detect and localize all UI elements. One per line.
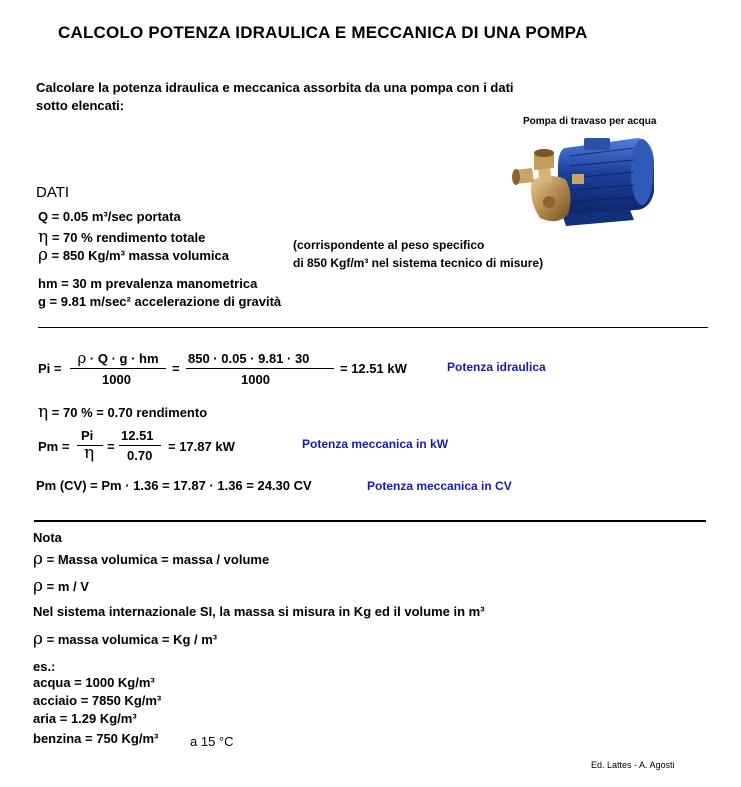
eta-line-text: = 70 % = 0.70 rendimento [48,405,208,420]
temperature-note: a 15 °C [190,734,234,749]
pm-denominator-symbolic: η [84,443,95,463]
divider-1 [38,327,708,328]
page-title: CALCOLO POTENZA IDRAULICA E MECCANICA DI UNA POMPA [58,23,588,42]
pump-image [510,130,660,230]
pump-caption: Pompa di travaso per acqua [523,116,657,127]
pm-numerator-numeric: 12.51 [121,428,154,443]
dati-rho [38,245,229,265]
nota-line-4: ρ = massa volumica = Kg / m³ [33,629,218,649]
pi-label: Pi = [38,361,62,376]
pm-description: Potenza meccanica in kW [302,437,449,451]
footer-credit: Ed. Lattes - A. Agosti [591,760,675,770]
example-aria: aria = 1.29 Kg/m³ [33,711,137,726]
dati-note-line-1: (corrispondente al peso specifico [293,238,485,252]
nota-es: es.: [33,659,56,674]
pm-numerator-symbolic: Pi [81,428,94,443]
divider-2 [34,520,706,522]
pmcv-description: Potenza meccanica in CV [367,479,512,493]
rho-symbol: ρ [33,629,43,649]
dati-rho-text: = 850 Kg/m³ massa volumica [48,248,230,263]
pi-denominator-numeric: 1000 [241,372,270,387]
dati-q: Q = 0.05 m³/sec portata [38,209,181,224]
equals-2: = [107,439,115,454]
dati-eta-text: = 70 % rendimento totale [51,230,206,245]
pi-fraction-bar-2 [186,368,334,369]
dati-eta [38,227,205,247]
pi-numerator-numeric: 850 · 0.05 · 9.81 · 30 [188,351,310,366]
example-benzina: benzina = 750 Kg/m³ [33,731,159,746]
pi-result: = 12.51 kW [340,361,407,376]
pi-denominator-symbolic: 1000 [102,372,131,387]
nota-line-1: ρ = Massa volumica = massa / volume [33,549,270,569]
example-acciaio: acciaio = 7850 Kg/m³ [33,693,162,708]
dati-note-line-2: di 850 Kgf/m³ nel sistema tecnico di misure) [293,256,544,270]
intro-line-2: sotto elencati: [36,98,125,113]
equals-1: = [172,361,180,376]
pi-fraction-bar-1 [70,368,166,369]
nota-heading: Nota [33,530,62,545]
eta-symbol: η [38,227,49,247]
eta-symbol: η [38,402,49,422]
intro-line-1: Calcolare la potenza idraulica e meccanica assorbita da una pompa con i dati [36,80,514,95]
pm-denominator-numeric: 0.70 [127,448,153,463]
dati-hm: hm = 30 m prevalenza manometrica [38,276,258,291]
rho-symbol: ρ [33,549,43,569]
pm-fraction-bar-2 [119,445,161,446]
pi-description: Potenza idraulica [447,360,546,374]
dati-heading: DATI [36,184,70,201]
pm-result: = 17.87 kW [168,439,235,454]
dati-g: g = 9.81 m/sec² accelerazione di gravità [38,294,282,309]
pi-fraction-symbolic [70,349,166,369]
eta-line [38,402,207,422]
nota-line-2: ρ = m / V [33,576,89,596]
rho-symbol: ρ [33,576,43,596]
rho-symbol: ρ [38,245,48,265]
nota-line-3: Nel sistema internazionale SI, la massa si misura in Kg ed il volume in m³ [33,604,485,619]
pmcv-line: Pm (CV) = Pm · 1.36 = 17.87 · 1.36 = 24.30 CV [36,478,312,493]
example-acqua: acqua = 1000 Kg/m³ [33,675,155,690]
pi-numerator-symbolic: ρ · Q · g · hm [77,349,159,367]
pm-label: Pm = [38,439,70,454]
